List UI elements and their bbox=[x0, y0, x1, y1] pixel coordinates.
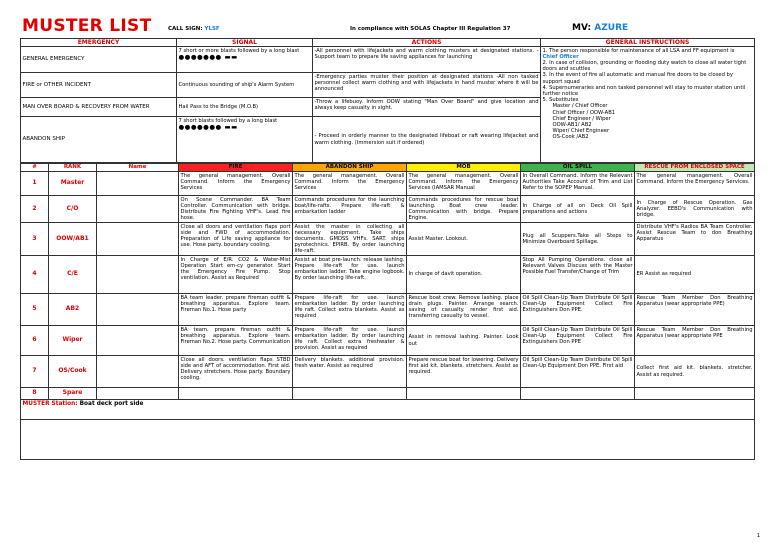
crew-row bbox=[21, 294, 755, 326]
crew-number: 7 bbox=[21, 356, 49, 388]
substitutes-list bbox=[543, 103, 753, 140]
crew-row bbox=[21, 256, 755, 294]
crew-number: 4 bbox=[21, 256, 49, 294]
oil-spill-duty: Oil Spill Clean-Up Team Distribute Oil Spill Clean-Up Equipment Don PPE. First aid bbox=[521, 356, 635, 388]
substitute-item: Chief Engineer / Wiper bbox=[552, 115, 611, 122]
abandon-ship-duty: Delivery blankets. additional provision. fresh water. Assist as required bbox=[293, 356, 407, 388]
fire-duty: Close all doors. ventilation flaps STBD side and AFT of accommodation. First aid. Delivery stretchers. Hose party. Boundary cooling. bbox=[179, 356, 293, 388]
fire-duty: Close all doors and ventilation flaps port side and FWD of accommodation. Preparation of Life saving appliance for use. Hose party. boundary cooling. bbox=[179, 223, 293, 256]
actions-cell: - Proceed in orderly manner to the designated lifeboat or raft wearing lifejacket and warm clothing. (Immersion suit if ordered) bbox=[313, 117, 541, 163]
document-header bbox=[20, 16, 754, 38]
emergency-header-row bbox=[21, 39, 755, 47]
signal-text: Continuous sounding of ship's Alarm System bbox=[177, 73, 313, 98]
col-name: Name bbox=[97, 164, 179, 172]
instruction-1 bbox=[543, 48, 753, 60]
substitute-item: OS-Cook /AB2 bbox=[552, 134, 589, 141]
muster-list-page bbox=[20, 16, 754, 460]
rescue-duty: Rescue Team Member Don Breathing Apparatus (wear appropriate PPE) bbox=[635, 294, 755, 326]
blank-row bbox=[21, 420, 755, 460]
rescue-duty bbox=[635, 388, 755, 400]
col-fire: FIRE bbox=[179, 164, 293, 172]
col-oil-spill: OIL SPILL bbox=[521, 164, 635, 172]
mob-duty: Assist in removal lashing. Painter. Look out bbox=[407, 326, 521, 356]
col-rank: RANK bbox=[49, 164, 97, 172]
compliance-note: In compliance with SOLAS Chapter III Regulation 37 bbox=[350, 26, 511, 32]
abandon-ship-duty: Prepare life-raft for use. launch embarkation ladder. By order launching life raft. Collect extra freshwater & provision. Assist as required bbox=[293, 326, 407, 356]
actions-cell: -All personnel with lifejackets and warm clothing musters at designated stations. -Support team to prepare life saving appliances for launching bbox=[313, 47, 541, 73]
oil-spill-duty: Oil Spill Clean-Up Team Distribute Oil Spill Clean-Up Equipment Collect Fire Extinguishers Don PPE bbox=[521, 326, 635, 356]
oil-spill-duty bbox=[521, 388, 635, 400]
crew-row bbox=[21, 196, 755, 223]
fire-duty: BA team. prepare fireman outfit & breathing apparatus. Explore team. Fireman No.2. Hose party. Communication bbox=[179, 326, 293, 356]
oil-spill-duty: In Overall Command. Inform the Relevant Authorities Take Account of Trim and List Refer to the SOPEP Manual. bbox=[521, 172, 635, 196]
page-number: 1 bbox=[756, 533, 760, 539]
rescue-duty: ER Assist as required bbox=[635, 256, 755, 294]
crew-rank: OOW/AB1 bbox=[49, 223, 97, 256]
col-general-instructions: GENERAL INSTRUCTIONS bbox=[541, 39, 755, 47]
signal-pattern: ●●●●●●● ▬▬ bbox=[178, 52, 238, 61]
substitute-item: Wiper/ Chief Engineer bbox=[552, 128, 610, 135]
mob-duty: Prepare rescue boat for lowering. Delivery first aid kit. blankets. stretchers. Assist as required. bbox=[407, 356, 521, 388]
substitute-item: Master / Chief Officer bbox=[552, 103, 608, 110]
oil-spill-duty: Stop All Pumping Operations. close all Relevant Valves Discuss with the Master Possible Fuel Transfer/Change of Trim bbox=[521, 256, 635, 294]
oil-spill-duty: Oil Spill Clean-Up Team Distribute Oil Spill Clean-Up Equipment Collect Fire Extinguishers Don PPE. bbox=[521, 294, 635, 326]
signal-text: 7 short blasts followed by a long blast bbox=[178, 117, 278, 124]
signal-cell bbox=[177, 117, 313, 163]
col-actions: ACTIONS bbox=[313, 39, 541, 47]
abandon-ship-duty: Assist the master in collecting all necessary equipment. Take ships documents. GMDSS VHFs. SART. ships pyrotechnics. EPIRB. By order launching life-raft. bbox=[294, 223, 405, 255]
col-number: # bbox=[21, 164, 49, 172]
instruction-4: 4. Supernumeraries and non tasked personnel will stay to muster station until further notice bbox=[542, 84, 746, 97]
crew-rank: Spare bbox=[49, 388, 97, 400]
rescue-duty: Distribute VHF's Radios BA Team Controller. Assist Rescue Team to don Breathing Apparatus bbox=[635, 223, 755, 256]
abandon-ship-duty: Commands procedures for the launching boat/life-rafts. Prepare life-raft & embarkation ladder bbox=[293, 196, 407, 223]
emergency-type: FIRE or OTHER INCIDENT bbox=[21, 73, 177, 98]
call-sign bbox=[168, 26, 220, 32]
page-title: MUSTER LIST bbox=[22, 16, 152, 36]
mob-duty: In charge of davit operation. bbox=[407, 256, 521, 294]
crew-name bbox=[97, 326, 179, 356]
signal-cell bbox=[177, 47, 313, 73]
muster-station-value: Boat deck port side bbox=[79, 400, 144, 407]
vessel-prefix: MV: bbox=[572, 23, 592, 33]
instruction-1-text: 1. The person responsible for maintenance of all LSA and FF equipment is bbox=[542, 47, 735, 54]
mob-duty: Assist Master. Lookout. bbox=[407, 223, 521, 256]
crew-duties-table bbox=[20, 163, 755, 460]
emergency-row bbox=[21, 47, 755, 73]
emergency-type: MAN OVER BOARD & RECOVERY FROM WATER bbox=[21, 98, 177, 117]
crew-row bbox=[21, 388, 755, 400]
crew-number: 8 bbox=[21, 388, 49, 400]
crew-rank: AB2 bbox=[49, 294, 97, 326]
crew-row bbox=[21, 326, 755, 356]
abandon-ship-duty: The general management. Overall Command. Inform the Emergency Services bbox=[293, 172, 407, 196]
signal-text: Hail Pass to the Bridge (M.O.B) bbox=[177, 98, 313, 117]
crew-name bbox=[97, 223, 179, 256]
rescue-duty: Collect first aid kit. blankets. stretcher. Assist as required. bbox=[635, 356, 755, 388]
crew-rank: C/E bbox=[49, 256, 97, 294]
abandon-ship-duty: Prepare life-raft for use. launch embarkation ladder. By order launching life raft. Collect extra blankets. Assist as required bbox=[293, 294, 407, 326]
emergency-signals-table bbox=[20, 38, 755, 163]
crew-rows bbox=[21, 172, 755, 400]
muster-station-label: MUSTER Station: bbox=[22, 400, 78, 407]
call-sign-value: YLSF bbox=[204, 26, 220, 32]
fire-duty: BA team leader. prepare fireman outfit & breathing apparatus. Explore team. Fireman No.1. Hose party bbox=[179, 294, 293, 326]
general-instructions-cell bbox=[541, 47, 755, 163]
crew-rank: OS/Cook bbox=[49, 356, 97, 388]
actions-cell: -Emergency parties muster their position at designated stations -All non tasked personnel collect warm clothing and with lifejackets in hand muster where it will be announced bbox=[313, 73, 541, 98]
crew-name bbox=[97, 356, 179, 388]
crew-name bbox=[97, 294, 179, 326]
substitute-item: Chief Officer / OOW-AB1 bbox=[552, 109, 616, 116]
emergency-type: ABANDON SHIP bbox=[21, 117, 177, 163]
mob-duty: Commands procedures for rescue boat launching. Boat crew leader. Communication with bridge. Prepare Engine. bbox=[408, 196, 519, 222]
crew-header-row bbox=[21, 164, 755, 172]
crew-name bbox=[97, 256, 179, 294]
crew-name bbox=[97, 388, 179, 400]
col-emergency: EMERGENCY bbox=[21, 39, 177, 47]
vessel-name-value: AZURE bbox=[594, 23, 629, 33]
abandon-ship-duty: Assist at boat pre-launch. release lashing. Prepare life-raft for use. launch embarkation ladder. Take engine logbook. By order launching life-raft. bbox=[293, 256, 407, 294]
actions-cell: -Throw a lifebuoy. Inform OOW stating "Man Over Board" and give location and always keep casualty in sight. bbox=[313, 98, 541, 117]
col-mob: MOB bbox=[407, 164, 521, 172]
crew-rank: Master bbox=[49, 172, 97, 196]
call-sign-label: CALL SIGN: bbox=[168, 26, 203, 32]
fire-duty: On Scene Commander. BA Team Controller. Communication with bridge. Distribute Fire Fighting VHF's. Lead fire hose. bbox=[180, 196, 291, 222]
oil-spill-duty: Plug all Scuppers.Take all Steps to Minimize Overboard Spillage. bbox=[521, 223, 635, 256]
crew-row bbox=[21, 172, 755, 196]
col-rescue-enclosed-space: RESCUE FROM ENCLOSED SPACE bbox=[635, 164, 755, 172]
crew-number: 3 bbox=[21, 223, 49, 256]
crew-rank: Wiper bbox=[49, 326, 97, 356]
abandon-ship-duty bbox=[293, 388, 407, 400]
mob-duty: The general management. Overall Command. Inform the Emergency Services (IAMSAR Manual bbox=[407, 172, 521, 196]
col-signal: SIGNAL bbox=[177, 39, 313, 47]
crew-row bbox=[21, 223, 755, 256]
crew-name bbox=[97, 196, 179, 223]
col-abandon-ship: ABANDON SHIP bbox=[293, 164, 407, 172]
fire-duty: The general management. Overall Command. Inform the Emergency Services bbox=[179, 172, 293, 196]
crew-number: 5 bbox=[21, 294, 49, 326]
signal-text: 7 short or more blasts followed by a long blast bbox=[178, 47, 300, 54]
fire-duty bbox=[179, 388, 293, 400]
instruction-3: 3. In the event of fire all automatic and manual fire doors to be closed by support squad bbox=[542, 72, 733, 85]
instruction-1-highlight: Chief Officer bbox=[542, 53, 579, 60]
oil-spill-duty: In Charge of all on Deck Oil Spill preparations and actions bbox=[521, 196, 635, 223]
muster-station bbox=[21, 400, 755, 420]
substitute-item: OOW-AB1/ AB2 bbox=[552, 121, 592, 128]
rescue-duty: In Charge of Rescue Operation. Gas Analyzer. EEBD's Communication with bridge. bbox=[635, 196, 755, 223]
crew-number: 6 bbox=[21, 326, 49, 356]
mob-duty: Rescue boat crew. Remove lashing. place drain plugs. Painter. Arrange search. saving of casualty. render first aid. transferring casualty to vessel. bbox=[407, 294, 521, 326]
fire-duty: In Charge of E/R. CO2 & Water-Mist Operation Start em-cy generator. Start the Emergency Fire Pump. Stop ventilation. Assist as Required bbox=[179, 256, 293, 294]
muster-station-row bbox=[21, 400, 755, 420]
crew-name bbox=[97, 172, 179, 196]
signal-pattern: ●●●●●●● ▬▬ bbox=[178, 122, 238, 131]
rescue-duty: The general management. Overall Command. Inform the Emergency Services. bbox=[635, 172, 755, 196]
blank-cell bbox=[21, 420, 755, 460]
instruction-2: 2. In case of collision, grounding or flooding duty watch to close all water tight doors and scuttles bbox=[542, 59, 747, 73]
crew-row bbox=[21, 356, 755, 388]
crew-number: 1 bbox=[21, 172, 49, 196]
crew-number: 2 bbox=[21, 196, 49, 223]
emergency-type: GENERAL EMERGENCY bbox=[21, 47, 177, 73]
rescue-duty: Rescue Team Member Don Breathing Apparatus (wear appropriate PPE bbox=[635, 326, 755, 356]
crew-rank: C/O bbox=[49, 196, 97, 223]
mob-duty bbox=[407, 388, 521, 400]
vessel-name bbox=[572, 23, 628, 33]
instruction-5: 5. Substitutes bbox=[542, 97, 579, 104]
